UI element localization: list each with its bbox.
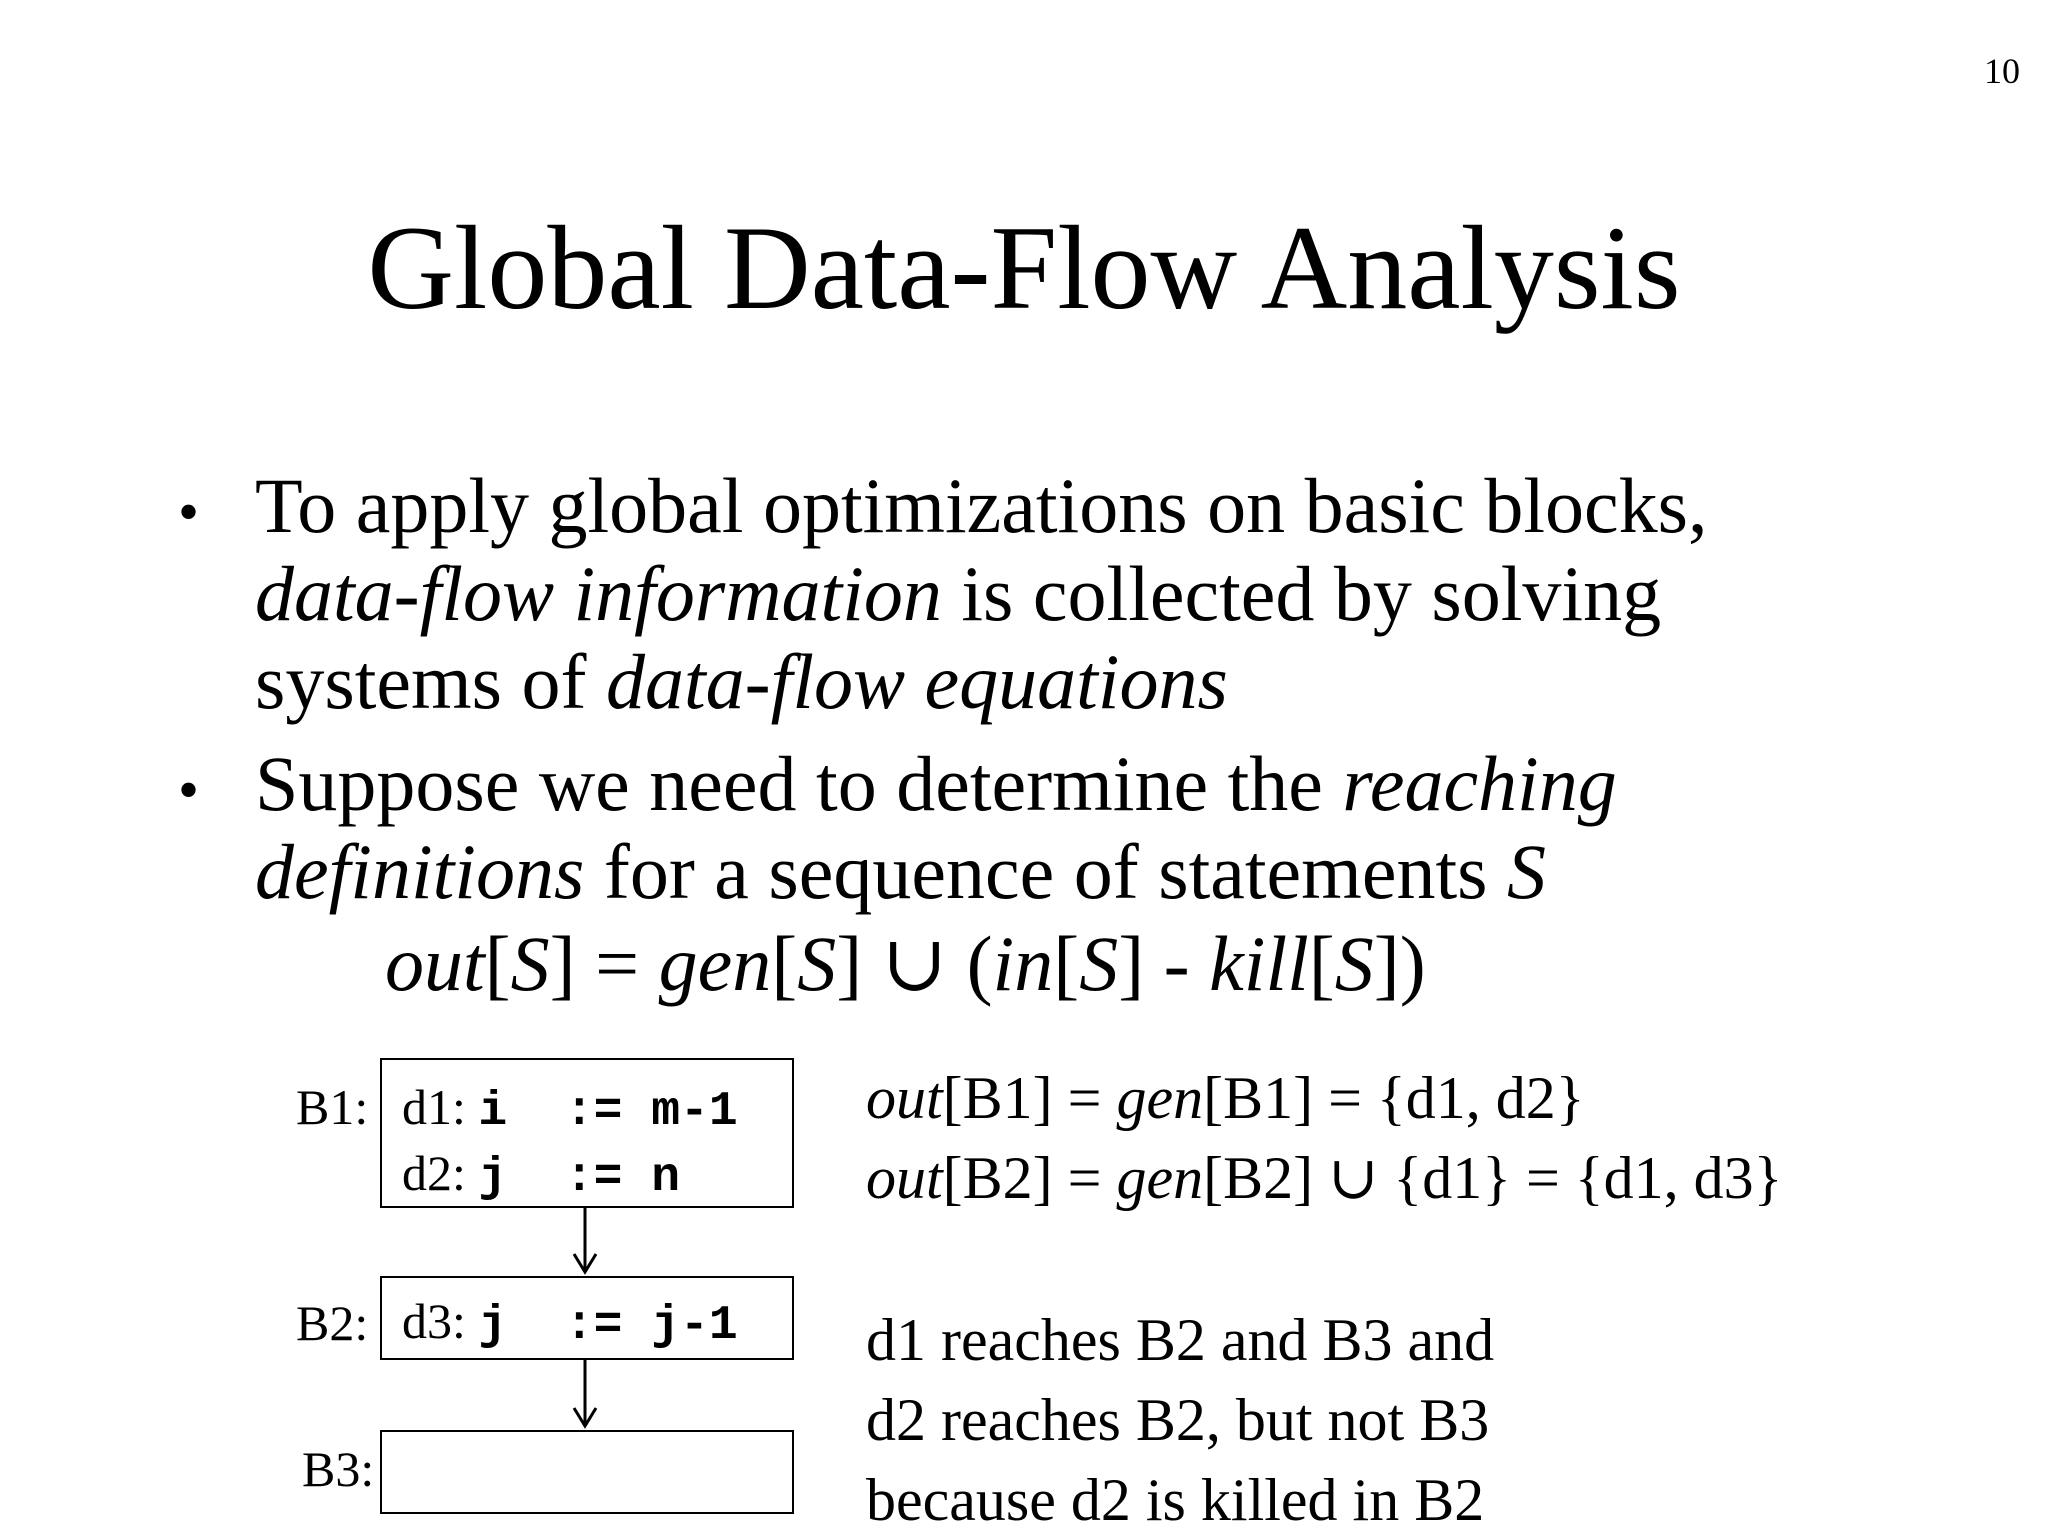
eq-in: in bbox=[992, 920, 1054, 1007]
explanation-line-2: d2 reaches B2, but not B3 bbox=[866, 1387, 1490, 1453]
bullet-2 bbox=[255, 740, 1617, 916]
eq-part: [B1] = {d1, d2} bbox=[1203, 1065, 1585, 1131]
statement-d3 bbox=[402, 1293, 738, 1353]
block-label-b2: B2: bbox=[296, 1295, 369, 1351]
eq-gen: gen bbox=[1116, 1145, 1204, 1211]
arrow-b2-b3 bbox=[570, 1360, 600, 1430]
bullet-1-line-2 bbox=[255, 550, 1707, 638]
explanation-line-3: because d2 is killed in B2 bbox=[866, 1467, 1485, 1533]
eq-out: out bbox=[866, 1065, 943, 1131]
block-b1 bbox=[380, 1058, 794, 1208]
eq-part: [B1] = bbox=[942, 1065, 1117, 1131]
page-number: 10 bbox=[1984, 51, 2020, 91]
eq-part: [ bbox=[771, 920, 798, 1007]
statement-code: i := m-1 bbox=[478, 1085, 738, 1139]
eq-part: [ bbox=[484, 920, 511, 1007]
eq-s: S bbox=[1334, 920, 1374, 1007]
slide-title: Global Data-Flow Analysis bbox=[367, 201, 1681, 334]
eq-gen: gen bbox=[658, 920, 772, 1007]
bullet-1-line-1-text: To apply global optimizations on basic blocks, bbox=[255, 462, 1708, 549]
explanation-line-1: d1 reaches B2 and B3 and bbox=[866, 1307, 1495, 1373]
bullet-2-line-1-text: Suppose we need to determine the bbox=[255, 740, 1343, 827]
eq-part: [ bbox=[1308, 920, 1335, 1007]
bullet-1-line-3-text: systems of bbox=[255, 638, 606, 725]
statement-id: d3: bbox=[402, 1293, 466, 1349]
bullet-marker-1: • bbox=[178, 479, 200, 545]
eq-part: [B2] ∪ {d1} = {d1, d3} bbox=[1203, 1145, 1783, 1211]
statement-id: d1: bbox=[402, 1079, 466, 1135]
statement-d2 bbox=[402, 1145, 681, 1205]
bullet-1-line-3 bbox=[255, 638, 1707, 726]
term-data-flow-equations: data-flow equations bbox=[606, 638, 1228, 725]
eq-part: ] = bbox=[549, 920, 659, 1007]
reaching-definitions-equation bbox=[385, 920, 1426, 1008]
eq-s: S bbox=[510, 920, 550, 1007]
arrow-b1-b2 bbox=[570, 1208, 600, 1276]
eq-gen: gen bbox=[1116, 1065, 1204, 1131]
statement-id: d2: bbox=[402, 1145, 466, 1201]
eq-s: S bbox=[797, 920, 837, 1007]
out-b1-equation bbox=[866, 1058, 1585, 1138]
block-label-b3: B3: bbox=[302, 1441, 375, 1497]
block-b2 bbox=[380, 1276, 794, 1360]
block-b3 bbox=[380, 1430, 794, 1514]
bullet-2-line-1 bbox=[255, 740, 1617, 828]
statement-code: j := j-1 bbox=[478, 1299, 738, 1353]
bullet-1-line-2-text: is collected by solving bbox=[941, 550, 1662, 637]
bullet-2-line-2-text: for a sequence of statements bbox=[584, 828, 1507, 915]
bullet-1-line-1 bbox=[255, 462, 1707, 550]
eq-part: [ bbox=[1053, 920, 1080, 1007]
eq-part: ]) bbox=[1373, 920, 1426, 1007]
bullet-2-line-2 bbox=[255, 828, 1617, 916]
term-definitions: definitions bbox=[255, 828, 585, 915]
eq-part: ] - bbox=[1118, 920, 1210, 1007]
bullet-1 bbox=[255, 462, 1707, 726]
bullet-marker-2: • bbox=[178, 757, 200, 823]
eq-part: ] ∪ ( bbox=[836, 920, 993, 1007]
term-data-flow-information: data-flow information bbox=[255, 550, 942, 637]
symbol-s: S bbox=[1506, 828, 1546, 915]
eq-s: S bbox=[1079, 920, 1119, 1007]
term-reaching: reaching bbox=[1342, 740, 1617, 827]
block-label-b1: B1: bbox=[296, 1079, 369, 1135]
out-b2-equation bbox=[866, 1138, 1782, 1218]
eq-kill: kill bbox=[1209, 920, 1309, 1007]
statement-d1 bbox=[402, 1079, 738, 1139]
eq-part: [B2] = bbox=[942, 1145, 1117, 1211]
statement-code: j := n bbox=[478, 1151, 681, 1205]
eq-out: out bbox=[866, 1145, 943, 1211]
eq-out: out bbox=[385, 920, 485, 1007]
